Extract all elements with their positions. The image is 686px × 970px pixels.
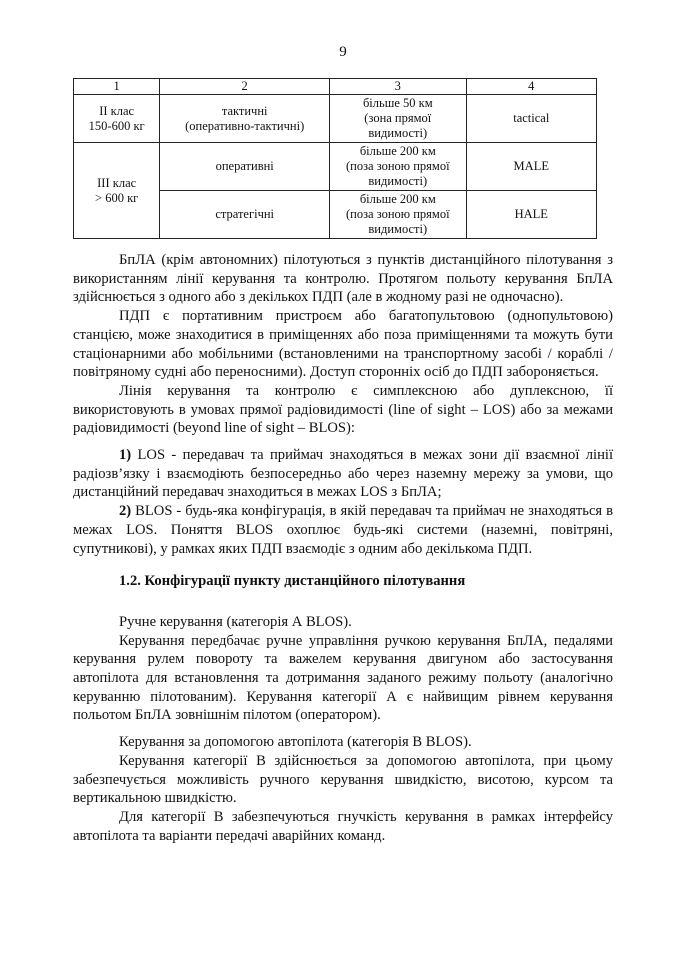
list-number: 2) bbox=[119, 503, 132, 520]
paragraph: Лінія керування та контролю є симплексною або дуплексною, її використовують в умовах прямої радіовидимості (line of sight – LOS) або за межами радіовидимості (beyond line of sight – BLOS): bbox=[73, 382, 613, 437]
paragraph: Керування категорії В здійснюється за допомогою автопілота, при цьому забезпечується можливість ручного керування швидкістю, висотою, курсом та вертикальною швидкістю. bbox=[73, 752, 613, 807]
range-cell bbox=[330, 143, 467, 191]
table-header-cell: 2 bbox=[160, 79, 330, 95]
code-cell: HALE bbox=[466, 191, 596, 239]
range-value: більше 200 км bbox=[359, 192, 436, 206]
class-name: II клас bbox=[99, 103, 135, 118]
class-name: III клас bbox=[97, 175, 137, 190]
type-note: (оперативно-тактичні) bbox=[185, 118, 305, 133]
type-cell bbox=[160, 95, 330, 143]
uav-class-table bbox=[73, 78, 597, 239]
paragraph: Для категорії В забезпечуються гнучкість керування в рамках інтерфейсу автопілота та варіанти передачі аварійних команд. bbox=[73, 808, 613, 844]
list-item bbox=[73, 502, 613, 558]
range-note: (поза зоною прямої bbox=[346, 159, 450, 173]
type-name: тактичні bbox=[221, 103, 268, 118]
table-header-row bbox=[74, 79, 597, 95]
table-row bbox=[74, 95, 597, 143]
table-row bbox=[74, 143, 597, 191]
paragraph: Ручне керування (категорія А BLOS). bbox=[119, 613, 352, 630]
table-header-cell: 4 bbox=[466, 79, 596, 95]
range-cell bbox=[330, 191, 467, 239]
range-note: (поза зоною прямої bbox=[346, 207, 450, 221]
class-weight: > 600 кг bbox=[95, 190, 139, 205]
paragraph: Керування за допомогою автопілота (категорія В BLOS). bbox=[119, 734, 472, 751]
list-text: LOS - передавач та приймач знаходяться в межах зони дії взаємної лінії радіозв’язку і взаємодіють безпосередньо або через наземну мережу за умови, що дистанційний передавач знаходиться в межах LOS з БпЛА; bbox=[73, 447, 613, 501]
range-value: більше 50 км bbox=[362, 96, 433, 110]
range-value: більше 200 км bbox=[359, 144, 436, 158]
paragraph: БпЛА (крім автономних) пілотуються з пунктів дистанційного пілотування з використанням лінії керування та контролю. Протягом польоту керування БпЛА здійснюється з одного або з декількох ПДП (але в жодному разі не одночасно). bbox=[73, 252, 613, 306]
table-header-cell: 1 bbox=[74, 79, 160, 95]
code-cell: MALE bbox=[466, 143, 596, 191]
class-cell bbox=[74, 95, 160, 143]
type-cell: оперативні bbox=[160, 143, 330, 191]
paragraph: ПДП є портативним пристроєм або багатопультовою (однопультовою) станцією, може знаходитися в приміщеннях або поза приміщеннями та можуть бути стаціонарними або мобільними (встановленими на транспортному засобі / кораблі / повітряному судні або переносними). Доступ сторонніх осіб до ПДП забороняється. bbox=[73, 308, 613, 381]
code-cell: tactical bbox=[466, 95, 596, 143]
body-text bbox=[73, 251, 613, 845]
range-cell bbox=[330, 95, 467, 143]
type-cell: стратегічні bbox=[160, 191, 330, 239]
page-number: 9 bbox=[339, 44, 347, 60]
list-item bbox=[73, 446, 613, 502]
class-cell bbox=[74, 143, 160, 239]
range-note: видимості) bbox=[368, 174, 428, 188]
range-note: видимості) bbox=[368, 222, 428, 236]
paragraph: Керування передбачає ручне управління ручкою керування БпЛА, педалями керування рулем повороту та важелем керування двигуном або застосування автопілота для встановлення та дотримання заданого режиму польоту (аналогічно керуванню пілотованим). Керування категорії А є найвищим рівнем керування польотом БпЛА зовнішнім пілотом (оператором). bbox=[73, 632, 613, 724]
range-note: видимості) bbox=[368, 126, 428, 140]
range-note: (зона прямої bbox=[364, 111, 432, 125]
list-number: 1) bbox=[119, 447, 132, 464]
table-header-cell: 3 bbox=[330, 79, 467, 95]
section-heading: 1.2. Конфігурації пункту дистанційного пілотування bbox=[119, 573, 466, 590]
list-text: BLOS - будь-яка конфігурація, в якій передавач та приймач не знаходяться в межах LOS. Поняття BLOS охоплює будь-які системи (наземні, повітряні, супутникові), у рамках яких ПДП взаємодіє з одним або декількома ПДП. bbox=[73, 503, 613, 557]
class-weight: 150-600 кг bbox=[88, 118, 145, 133]
